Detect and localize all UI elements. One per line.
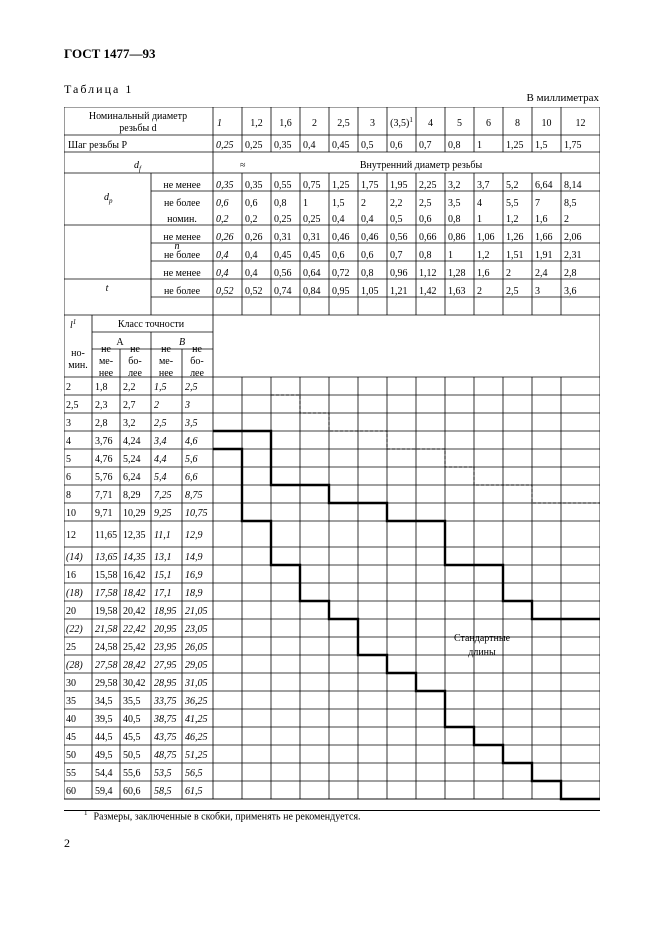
footnote-text: Размеры, заключенные в скобки, применять не рекомендуется. (93, 811, 361, 823)
n-max-value: 0,8 (419, 250, 432, 261)
not-more-short-label: не (192, 344, 202, 355)
length-a-max-value: 40,5 (123, 714, 141, 725)
length-b-max-value: 36,25 (185, 696, 208, 707)
length-b-max-value: 12,9 (185, 530, 203, 541)
row-label-nominal: номин. (167, 214, 197, 225)
pitch-value: 0,7 (419, 140, 432, 151)
n-max-value: 1,91 (535, 250, 553, 261)
pitch-value: 1,25 (506, 140, 524, 151)
length-b-min-value: 17,1 (154, 588, 172, 599)
dp-max-value: 8,5 (564, 198, 577, 209)
n-min-value: 0,86 (448, 232, 466, 243)
pitch-value: 0,8 (448, 140, 461, 151)
dp-max-value: 1 (303, 198, 308, 209)
length-a-max-value: 28,42 (123, 660, 146, 671)
n-min-value: 2,06 (564, 232, 582, 243)
length-b-min-value: 53,5 (154, 768, 172, 779)
length-a-max-value: 12,35 (123, 530, 146, 541)
length-a-max-value: 20,42 (123, 606, 146, 617)
length-a-min-value: 9,71 (95, 508, 113, 519)
length-nominal-value: (18) (66, 588, 83, 599)
dp-min-value: 2,25 (419, 180, 437, 191)
length-b-min-value: 58,5 (154, 786, 172, 797)
pitch-value: 1 (477, 140, 482, 151)
t-min-value: 0,96 (390, 268, 408, 279)
n-max-value: 0,45 (274, 250, 292, 261)
length-b-max-value: 51,25 (185, 750, 208, 761)
diameter-value: $(3,5)^1$ (390, 116, 413, 129)
length-nominal-value: 50 (66, 750, 76, 761)
length-b-min-value: 20,95 (154, 624, 177, 635)
t-max-value: 3 (535, 286, 540, 297)
length-b-min-value: 27,95 (154, 660, 177, 671)
t-max-value: 0,84 (303, 286, 321, 297)
length-b-min-value: 23,95 (154, 642, 177, 653)
diameter-value: 8 (515, 118, 520, 129)
dp-max-value: 1,5 (332, 198, 345, 209)
n-nom-value: 2 (564, 214, 569, 225)
length-b-max-value: 26,05 (185, 642, 208, 653)
length-nominal-value: 2,5 (66, 400, 79, 411)
length-a-min-value: 24,58 (95, 642, 118, 653)
standard-lengths-label: Стандартные (453, 633, 511, 644)
not-less-short-label: ме- (158, 356, 174, 367)
length-b-min-value: 4,4 (154, 454, 167, 465)
n-nom-value: 0,4 (361, 214, 374, 225)
length-a-min-value: 49,5 (95, 750, 113, 761)
approx-sign: ≈ (240, 160, 246, 171)
t-min-value: 0,8 (361, 268, 374, 279)
n-max-value: 1,51 (506, 250, 524, 261)
dp-min-value: 0,55 (274, 180, 292, 191)
class-a-label: А (116, 337, 124, 348)
n-min-value: 1,26 (506, 232, 524, 243)
pitch-value: 0,5 (361, 140, 374, 151)
footnote-mark: 1 (84, 809, 88, 817)
n-max-value: 2,31 (564, 250, 582, 261)
not-more-short-label: не (130, 344, 140, 355)
dp-max-value: 2 (361, 198, 366, 209)
length-b-max-value: 16,9 (185, 570, 203, 581)
diameter-value: 2,5 (337, 118, 350, 129)
length-b-max-value: 8,75 (185, 490, 203, 501)
dp-min-value: 1,75 (361, 180, 379, 191)
n-nom-value: 1,2 (506, 214, 519, 225)
n-max-value: 0,4 (245, 250, 258, 261)
length-b-min-value: 11,1 (154, 530, 171, 541)
t-min-value: 2,4 (535, 268, 548, 279)
accuracy-class-label: Класс точности (117, 319, 185, 330)
t-min-value: 0,4 (216, 268, 229, 279)
pitch-value: 0,4 (303, 140, 316, 151)
n-nom-value: 1,6 (535, 214, 548, 225)
n-nom-value: 1 (477, 214, 482, 225)
diameter-value: 12 (575, 118, 586, 129)
t-min-value: 1,28 (448, 268, 466, 279)
length-a-min-value: 21,58 (95, 624, 118, 635)
length-b-max-value: 56,5 (185, 768, 203, 779)
length-nominal-value: 35 (66, 696, 76, 707)
nominal-short-label: мин. (68, 360, 88, 371)
unit-note: В миллиметрах (526, 92, 599, 104)
t-max-value: 0,74 (274, 286, 292, 297)
length-a-min-value: 11,65 (95, 530, 118, 541)
length-b-max-value: 61,5 (185, 786, 203, 797)
footnote (84, 809, 361, 822)
length-a-min-value: 39,5 (95, 714, 113, 725)
n-nom-value: 0,8 (448, 214, 461, 225)
length-b-max-value: 31,05 (185, 678, 208, 689)
t-min-value: 0,64 (303, 268, 321, 279)
length-nominal-value: (22) (66, 624, 83, 635)
dp-min-value: 1,25 (332, 180, 350, 191)
class-b-label: B (178, 337, 186, 348)
pitch-value: 0,6 (390, 140, 403, 151)
length-a-min-value: 15,58 (95, 570, 118, 581)
t-max-value: 1,05 (361, 286, 379, 297)
t-max-value: 3,6 (564, 286, 577, 297)
length-b-max-value: 10,75 (185, 508, 208, 519)
pitch-value: 0,25 (216, 140, 234, 151)
not-more-short-label: бо- (128, 356, 142, 367)
n-nom-value: 0,5 (390, 214, 403, 225)
length-b-min-value: 3,4 (154, 436, 167, 447)
n-min-value: 0,46 (361, 232, 379, 243)
n-max-value: 0,7 (390, 250, 403, 261)
not-less-short-label: не (161, 344, 171, 355)
length-a-min-value: 4,76 (95, 454, 113, 465)
n-max-value: 0,6 (332, 250, 345, 261)
length-nominal-value: 25 (66, 642, 76, 653)
internal-diameter-label: Внутренний диаметр резьбы (359, 160, 483, 171)
l-label: $l^1$ (70, 318, 77, 331)
length-b-max-value: 5,6 (185, 454, 198, 465)
dp-max-value: 2,5 (419, 198, 432, 209)
length-nominal-value: 6 (66, 472, 71, 483)
t-max-value: 0,52 (245, 286, 263, 297)
length-b-max-value: 21,05 (185, 606, 208, 617)
length-b-min-value: 15,1 (154, 570, 172, 581)
dp-min-value: 3,7 (477, 180, 490, 191)
pitch-value: 0,35 (274, 140, 292, 151)
n-min-value: 0,26 (245, 232, 263, 243)
length-b-min-value: 2 (154, 400, 159, 411)
length-a-min-value: 44,5 (95, 732, 113, 743)
diameter-value: 5 (457, 118, 462, 129)
n-max-value: 0,45 (303, 250, 321, 261)
pitch-label: Шаг резьбы P (68, 140, 128, 151)
not-more-short-label: бо- (190, 356, 204, 367)
t-min-value: 0,4 (245, 268, 258, 279)
length-a-max-value: 30,42 (123, 678, 146, 689)
length-a-min-value: 3,76 (95, 436, 113, 447)
page-number: 2 (64, 836, 70, 850)
n-min-value: 1,06 (477, 232, 495, 243)
length-a-max-value: 2,7 (123, 400, 136, 411)
dp-min-value: 8,14 (564, 180, 582, 191)
length-b-min-value: 38,75 (154, 714, 177, 725)
length-b-max-value: 14,9 (185, 552, 203, 563)
screw-length-table (64, 107, 600, 803)
nominal-diameter-label: Номинальный диаметр (88, 111, 188, 122)
not-more-short-label: лее (128, 368, 142, 379)
n-nom-value: 0,25 (274, 214, 292, 225)
length-b-min-value: 2,5 (154, 418, 167, 429)
length-b-min-value: 48,75 (154, 750, 177, 761)
length-nominal-value: 40 (66, 714, 76, 725)
length-a-max-value: 50,5 (123, 750, 141, 761)
t-min-value: 1,12 (419, 268, 437, 279)
length-nominal-value: 8 (66, 490, 71, 501)
dp-min-value: 1,95 (390, 180, 408, 191)
length-a-max-value: 22,42 (123, 624, 146, 635)
t-min-value: 1,6 (477, 268, 490, 279)
length-nominal-value: 20 (66, 606, 76, 617)
length-nominal-value: 3 (66, 418, 71, 429)
length-b-max-value: 41,25 (185, 714, 208, 725)
length-a-max-value: 5,24 (123, 454, 141, 465)
length-a-max-value: 3,2 (123, 418, 136, 429)
length-a-max-value: 35,5 (123, 696, 141, 707)
dp-min-value: 6,64 (535, 180, 553, 191)
length-b-min-value: 7,25 (154, 490, 172, 501)
length-b-min-value: 28,95 (154, 678, 177, 689)
standard-lengths-label: длины (468, 647, 496, 658)
t-min-value: 0,72 (332, 268, 350, 279)
length-nominal-value: 45 (66, 732, 76, 743)
length-b-min-value: 1,5 (154, 382, 167, 393)
length-b-min-value: 43,75 (154, 732, 177, 743)
length-b-max-value: 2,5 (185, 382, 198, 393)
row-label-not-less: не менее (163, 268, 201, 279)
t-max-value: 1,42 (419, 286, 437, 297)
length-nominal-value: (14) (66, 552, 83, 563)
length-b-max-value: 23,05 (185, 624, 208, 635)
pitch-value: 0,45 (332, 140, 350, 151)
diameter-value: 2 (312, 118, 317, 129)
dp-min-value: 3,2 (448, 180, 461, 191)
dp-min-value: 0,35 (245, 180, 263, 191)
pitch-value: 0,25 (245, 140, 263, 151)
length-a-max-value: 60,6 (123, 786, 141, 797)
length-nominal-value: 30 (66, 678, 76, 689)
length-a-min-value: 29,58 (95, 678, 118, 689)
length-a-min-value: 7,71 (95, 490, 113, 501)
n-nom-value: 0,2 (216, 214, 229, 225)
n-nom-value: 0,25 (303, 214, 321, 225)
length-a-max-value: 6,24 (123, 472, 141, 483)
length-a-min-value: 17,58 (95, 588, 118, 599)
length-nominal-value: (28) (66, 660, 83, 671)
length-b-min-value: 13,1 (154, 552, 172, 563)
n-nom-value: 0,2 (245, 214, 258, 225)
row-label-not-less: не менее (163, 180, 201, 191)
n-min-value: 0,66 (419, 232, 437, 243)
length-a-min-value: 2,3 (95, 400, 108, 411)
diameter-value: 1,6 (279, 118, 292, 129)
n-max-value: 0,6 (361, 250, 374, 261)
length-a-min-value: 19,58 (95, 606, 118, 617)
t-max-value: 1,63 (448, 286, 466, 297)
n-min-value: 0,26 (216, 232, 234, 243)
n-max-value: 0,4 (216, 250, 229, 261)
t-max-value: 0,52 (216, 286, 234, 297)
nominal-diameter-label: резьбы d (119, 123, 157, 134)
diameter-value: 10 (541, 118, 552, 129)
n-max-value: 1 (448, 250, 453, 261)
length-b-min-value: 18,95 (154, 606, 177, 617)
length-a-min-value: 13,65 (95, 552, 118, 563)
dp-max-value: 5,5 (506, 198, 519, 209)
diameter-value: 6 (486, 118, 491, 129)
length-a-max-value: 25,42 (123, 642, 146, 653)
n-min-value: 0,46 (332, 232, 350, 243)
length-a-min-value: 5,76 (95, 472, 113, 483)
dp-max-value: 0,6 (216, 198, 229, 209)
row-label-not-more: не более (163, 250, 201, 261)
n-max-value: 1,2 (477, 250, 490, 261)
dp-max-value: 4 (477, 198, 482, 209)
n-label: t (105, 283, 109, 294)
pitch-value: 1,5 (535, 140, 548, 151)
t-min-value: 2 (506, 268, 511, 279)
n-min-value: 1,66 (535, 232, 553, 243)
length-a-max-value: 45,5 (123, 732, 141, 743)
row-label-not-more: не более (163, 198, 201, 209)
row-label-not-less: не менее (163, 232, 201, 243)
diameter-value: 1,2 (250, 118, 263, 129)
length-a-min-value: 34,5 (95, 696, 113, 707)
dp-min-value: 5,2 (506, 180, 519, 191)
length-nominal-value: 16 (66, 570, 76, 581)
length-b-max-value: 4,6 (185, 436, 198, 447)
not-more-short-label: лее (190, 368, 204, 379)
length-a-max-value: 8,29 (123, 490, 141, 501)
length-b-max-value: 6,6 (185, 472, 198, 483)
length-a-max-value: 2,2 (123, 382, 136, 393)
not-less-short-label: нее (98, 368, 114, 379)
length-b-max-value: 3,5 (185, 418, 198, 429)
length-nominal-value: 5 (66, 454, 71, 465)
dp-label: $d_p$ (104, 192, 113, 205)
length-b-min-value: 33,75 (154, 696, 177, 707)
t-max-value: 0,95 (332, 286, 350, 297)
pitch-value: 1,75 (564, 140, 582, 151)
not-less-short-label: нее (158, 368, 174, 379)
length-nominal-value: 10 (66, 508, 76, 519)
length-b-max-value: 18,9 (185, 588, 203, 599)
length-a-min-value: 27,58 (95, 660, 118, 671)
length-nominal-value: 4 (66, 436, 71, 447)
diameter-value: 1 (217, 118, 222, 129)
length-b-max-value: 29,05 (185, 660, 208, 671)
dp-min-value: 0,75 (303, 180, 321, 191)
length-b-max-value: 46,25 (185, 732, 208, 743)
length-nominal-value: 2 (66, 382, 71, 393)
length-nominal-value: 12 (66, 530, 76, 541)
t-max-value: 1,21 (390, 286, 408, 297)
dp-min-value: 0,35 (216, 180, 234, 191)
row-label-not-more: не более (163, 286, 201, 297)
standard-designation: ГОСТ 1477—93 (64, 46, 156, 61)
length-a-max-value: 14,35 (123, 552, 146, 563)
n-min-value: 0,31 (274, 232, 292, 243)
length-a-min-value: 59,4 (95, 786, 113, 797)
dp-max-value: 0,8 (274, 198, 287, 209)
t-min-value: 0,56 (274, 268, 292, 279)
dp-max-value: 7 (535, 198, 540, 209)
length-nominal-value: 55 (66, 768, 76, 779)
n-nom-value: 0,4 (332, 214, 345, 225)
length-a-max-value: 4,24 (123, 436, 141, 447)
t-max-value: 2 (477, 286, 482, 297)
length-a-min-value: 54,4 (95, 768, 113, 779)
t-min-value: 2,8 (564, 268, 577, 279)
length-nominal-value: 60 (66, 786, 76, 797)
n-nom-value: 0,6 (419, 214, 432, 225)
not-less-short-label: ме- (98, 356, 114, 367)
length-b-min-value: 9,25 (154, 508, 172, 519)
n-label: n (174, 241, 180, 252)
length-a-max-value: 55,6 (123, 768, 141, 779)
diameter-value: 4 (428, 118, 433, 129)
not-less-short-label: не (101, 344, 111, 355)
table-caption: Таблица 1 (64, 82, 134, 96)
dp-max-value: 3,5 (448, 198, 461, 209)
df-label: $d_f$ (134, 160, 141, 173)
length-b-min-value: 5,4 (154, 472, 167, 483)
n-min-value: 0,31 (303, 232, 321, 243)
dp-max-value: 0,6 (245, 198, 258, 209)
diameter-value: 3 (370, 118, 375, 129)
length-b-max-value: 3 (185, 400, 190, 411)
length-a-min-value: 2,8 (95, 418, 108, 429)
nominal-short-label: но- (71, 348, 85, 359)
length-a-max-value: 16,42 (123, 570, 146, 581)
n-min-value: 0,56 (390, 232, 408, 243)
length-a-max-value: 18,42 (123, 588, 146, 599)
length-a-max-value: 10,29 (123, 508, 146, 519)
dp-max-value: 2,2 (390, 198, 403, 209)
length-a-min-value: 1,8 (95, 382, 108, 393)
t-max-value: 2,5 (506, 286, 519, 297)
